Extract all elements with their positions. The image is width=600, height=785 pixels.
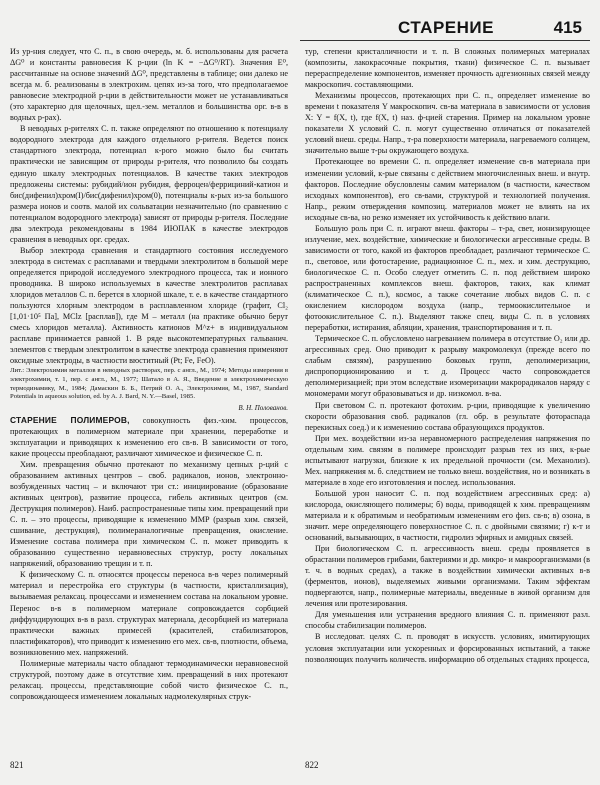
paragraph: Термическое С. п. обусловлено нагреванием полимера в отсутствие O₂ или др. агрессивных сред. Оно приводит к разрыву макромолекул (прежде всего по слабым связям), разрушению боковых групп, деполимеризации, диспропорционированию и т. д. Процесс часто сопровождается деполимеризацией; при этом вследствие изомеризации макрорадикалов наряду с мономерами могут образовываться и др. низкомол. в-ва. — [305, 334, 590, 399]
paragraph: Хим. превращения обычно протекают по механизму цепных р-ций с образованием активных центров – своб. радикалов, ионов, электронно-возбужденных частиц – и включают три ст.: инициирование (образование активных центров), развитие процесса, гибель активных центров (см. Деструкция полимеров). Наиб. распространенные типы хим. превращений при С. п. – это процессы, приводящие к изменению ММР (разрыв хим. связей, сшивание, деструкция), полимераналогичные превращения, окисление. Изменение состава полимера при химическом С. п. может приводить к образованию существенно неравновесных структур, росту локальных напряжений, образованию трещин и т. п. — [10, 459, 288, 569]
running-head-title: СТАРЕНИЕ — [398, 18, 494, 37]
bibliography: Лит.: Электрохимия металлов в неводных растворах, пер. с англ., М., 1974; Методы измерения в электрохимии, т. 1, пер. с англ., М., 1977; Шатало в А. Я., Введение в электрохимическую термодинамику, М., 1984; Дамаскин Б. Б., Петрий О. А., Электрохимия, М., 1987, Standard Potentials in aqueous solution, ed. by A. J. Bard, N. Y.—Basel, 1985. — [10, 367, 288, 401]
page-number-right: 822 — [305, 760, 319, 770]
running-header — [300, 18, 590, 38]
paragraph: При биологическом С. п. агрессивность внеш. среды проявляется в обрастании полимеров грибами, бактериями и др. микро- и макроорганизмами (в т. ч. в водных средах), а также в воздействии химически активных в-в (ферментов, ионов), выделяемых живыми организмами. Таким эффектам подвергаются, напр., полимерные материалы, введенные в живой организм для лечения или протезирования. — [305, 544, 590, 609]
entry-definition: совокупность физ.-хим. процессов, протекающих в полимерном материале при хранении, переработке и эксплуатации и приводящих к изменению его св-в. В зависимости от того, какие процессы преобладают, различают химическое и физическое С. п. — [10, 415, 288, 458]
entry-headword: СТАРЕНИЕ ПОЛИМЕРОВ, — [10, 414, 130, 425]
paragraph: Большой урон наносит С. п. под воздействием агрессивных сред: а) кислорода, окисляющего полимеры; б) воды, приводящей к хим. превращениям материала и к обратимым и необратимым изменениям его физ. св-в; в) озона, в значит. мере определяющего поверхностное С. п. с двойными связями; г) к-т и оснований, вызывающих, в частности, гидролиз эфирных и амидных связей. — [305, 488, 590, 543]
paragraph: Механизмы процессов, протекающих при С. п., определяет изменение во времени t показателя Y макроскопич. св-ва материала в зависимости от условия X: Y = f(X, t), где f(X, t) наз. ф-цией старения. Пример на локальном уровне показатели X условий С. п. могут существенно отличаться от показателей условий внеш. среды. Напр., т-ра поверхности материала, нагреваемого солнцем, значительно выше т-ры окружающего воздуха. — [305, 91, 590, 156]
right-column — [305, 46, 590, 750]
paragraph: В исследоват. целях С. п. проводят в искусств. условиях, имитирующих условия эксплуатации или ускоренных и форсированных испытаний, а также позволяющих получить количеств. информацию об отдельных стадиях процесса, — [305, 632, 590, 664]
paragraph: Полимерные материалы часто обладают термодинамически неравновесной структурой, поэтому даже в отсутствие хим. превращений в них протекают релаксац. процессы, представляющие собой чисто физическое С. п., сопровождающееся изменением локальных надмолекулярных струк- — [10, 658, 288, 701]
paragraph: При мех. воздействии из-за неравномерного распределения напряжения по отдельным хим. связям в полимере происходит разрыв тех из них, к-рые испытывают нагрузки, близкие к их предельной прочности (см. Механолиз). Мех. напряжения м. б. следствием не только внеш. воздействия, но и возникать в материале в ходе его изготовления и послед. использования. — [305, 433, 590, 487]
paragraph: Протекающее во времени С. п. определяет изменение св-в материала при изменении условий, к-рые связаны с действием многочисленных внеш. и внутр. факторов. Последние обусловлены самим материалом (в частности, качеством исходных компонентов), его св-вами, структурой и технологией получения. Напр., режим отверждения композиц. материалов может не влиять на их исходные св-ва, но резко изменяет их устойчивость к действию влаги. — [305, 157, 590, 222]
header-rule — [300, 40, 590, 41]
paragraph: Выбор электрода сравнения и стандартного состояния исследуемого электрода в системах с расплавами и твердыми электролитом в большой мере определяется природой исследуемого электродного процесса, так и ионного проводника. В широко используемых в качестве электролитов расплавах хлоридов металлов С. п. берется в хлорной шкале, т. е. в качестве стандартного пользуются хлорным электродом в расплавленном хлориде (графит, Cl₂ [1,01·10⁵ Па], MClz [расплав]), где M – металл (на практике обычно берут смесь хлоридов металла). Активность катионов M^z+ в индивидуальном расплаве принимается равной 1. В ряде высокотемпературных гальванич. элементов с твердым электролитом в качестве электрода сравнения применяют оксидные электроды, в частности вюститный (Pt; Fe, FeO). — [10, 245, 288, 366]
entry-paragraph — [10, 415, 288, 459]
paragraph: К физическому С. п. относятся процессы переноса в-в через полимерный материал и перестройка его структуры (в частности, кристаллизация), вызываемая релаксац. процессами и изменением состава на локальном уровне. Перенос в-в в полимерном материале сопровождается сорбцией диффундирующих в-в в разл. структурах материала, десорбцией из материала практически важных примесей (красителей, стабилизаторов, пластификаторов), что приводит к изменению его мех. св-в, плотности, объема, возникновению мех. напряжений. — [10, 570, 288, 657]
paragraph: Для уменьшения или устранения вредного влияния С. п. применяют разл. способы стабилизации полимеров. — [305, 610, 590, 631]
left-column — [10, 46, 288, 750]
paragraph: Большую роль при С. п. играют внеш. факторы – т-ра, свет, ионизирующее излучение, мех. воздействие, химические и биологически агрессивные среды. В зависимости от того, какой из факторов преобладает, различают термическое С. п., световое, или фотостарение, радиационное С. п., мех. и хим. деструкцию, биологическое С. п. Особо следует отметить С. п. под действием широко распространенных комплексов внеш. факторов, таких, как климат (климатическое С. п.), космос, а также сочетание любых видов С. п. с окислением кислородом воздуха (напр., термоокислительное и фотоокислительное С. п.). Выделяют также спец. виды С. п. в условиях переработки, истирания, абляции, хранения, транспортирования и т. п. — [305, 223, 590, 333]
page-number-left: 821 — [10, 760, 24, 770]
page-number-header: 415 — [553, 18, 582, 37]
paragraph: Из ур-ния следует, что С. п., в свою очередь, м. б. использованы для расчета ΔG⁰ и константы равновесия K р-ции (ln K = −ΔG⁰/RT). Значения E⁰, рассчитанные на основе значений ΔG⁰, представлены в таблице; они далеко не всегда м. б. реализованы в электрохим. цепях из-за того, что предполагаемое равновесие электродной р-ции в действительности может не устанавливаться (это характерно для щелочных, щел.-зем. металлов и большинства орг. в-в в водных р-рах). — [10, 47, 288, 123]
paragraph: тур, степени кристалличности и т. п. В сложных полимерных материалах (композиты, лакокрасочные покрытия, ткани) физическое С. п. вызывает перераспределение компонентов, изменяет прочность адгезионных связей между макроскопич. составляющими. — [305, 47, 590, 90]
paragraph: В неводных р-рителях С. п. также определяют по отношению к потенциалу водородного электрода для каждого отдельного р-рителя. Ведется поиск стандартного электрода, потенциал к-рого можно было бы считать практически не зависящим от природы р-рителя, что позволило бы создать единую шкалу электродных потенциалов. В качестве таких электродов предложены системы: рубидий/ион рубидия, ферроцен/феррициний-катион и бис(дифенил)хром(I)/бис(дифенил)хром(0), потенциалы к-рых из-за большого размера ионов и соотв. малой их сольватации незначительно (по сравнению с потенциалом водородного электрода) зависят от природы р-рителя. Последние два электрода рекомендованы в 1984 ИЮПАК в качестве электродов сравнения в неводных орг. средах. — [10, 124, 288, 244]
author-signature: В. Н. Полованов. — [238, 403, 288, 412]
paragraph: При световом С. п. протекают фотохим. р-ции, приводящие к увеличению скорости образования своб. радикалов (гл. обр. в результате фотораспада перекисных соед.) и к изменению состава образующихся продуктов. — [305, 400, 590, 432]
